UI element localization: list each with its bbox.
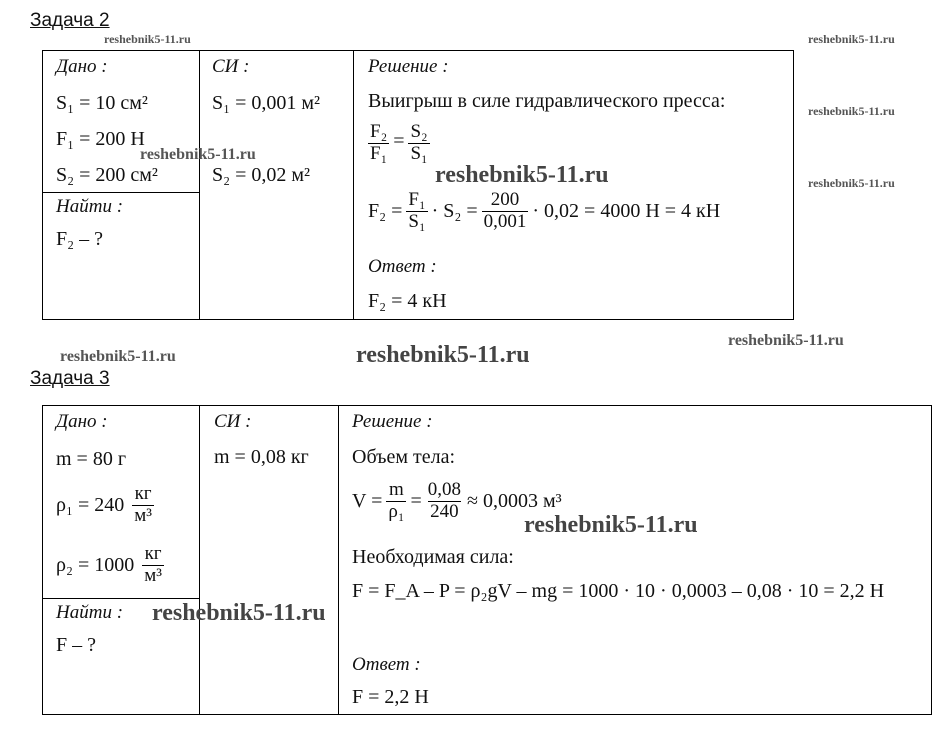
find-item: F₂ – ? [56, 228, 103, 250]
equation-volume: V = $\frac{m}{\text{ρ₁}}$ = $\frac{0,08}{240}$ ≈ 0,0003 м³ [352, 479, 562, 522]
table-divider [199, 405, 200, 714]
watermark: reshebnik5-11.ru [140, 146, 256, 163]
given-header: Дано : [56, 56, 108, 77]
watermark: reshebnik5-11.ru [60, 348, 176, 365]
watermark: reshebnik5-11.ru [808, 104, 895, 118]
table-divider [42, 192, 200, 193]
table-divider [353, 50, 354, 319]
given-item: m = 80 г [56, 448, 127, 470]
solution-text: Выигрыш в силе гидравлического пресса: [368, 90, 726, 112]
equation-force: F₂ = $\frac{\text{F₁}}{\text{S₁}}$ · S₂ = $\frac{200}{0,001}$ · 0,02 = 4000 Н = 4 кН [368, 189, 721, 232]
si-item: S₁ = 0,001 м² [212, 92, 321, 114]
solution-text: Необходимая сила: [352, 546, 514, 568]
answer-value: F₂ = 4 кН [368, 290, 447, 312]
equation-ratio: $\frac{\text{F₂}}{\text{F₁}}$ = $\frac{\text{S₂}}{\text{S₁}}$ [370, 121, 428, 164]
watermark: reshebnik5-11.ru [808, 32, 895, 46]
si-item: S₂ = 0,02 м² [212, 164, 311, 186]
equation-force: F = F_A – P = ρ₂gV – mg = 1000 · 10 · 0,0003 – 0,08 · 10 = 2,2 Н [352, 580, 885, 602]
task3-title: Задача 3 [30, 368, 110, 389]
answer-header: Ответ : [352, 654, 421, 675]
watermark: reshebnik5-11.ru [435, 162, 609, 188]
si-item: m = 0,08 кг [214, 446, 309, 468]
given-header: Дано : [56, 411, 108, 432]
find-header: Найти : [56, 602, 124, 623]
watermark: reshebnik5-11.ru [808, 176, 895, 190]
given-item: ρ₁ = 240 $\frac{кг}{\text{м³}}$ [56, 483, 152, 526]
solution-text: Объем тела: [352, 446, 456, 468]
watermark: reshebnik5-11.ru [104, 32, 191, 46]
find-header: Найти : [56, 196, 124, 217]
given-item: S₂ = 200 см² [56, 164, 158, 186]
watermark: reshebnik5-11.ru [356, 342, 530, 368]
watermark: reshebnik5-11.ru [524, 512, 698, 538]
solution-header: Решение : [352, 411, 433, 432]
watermark: reshebnik5-11.ru [152, 600, 326, 626]
si-header: СИ : [212, 56, 250, 77]
given-item: S₁ = 10 см² [56, 92, 148, 114]
find-item: F – ? [56, 634, 96, 656]
solution-header: Решение : [368, 56, 449, 77]
table-divider [338, 405, 339, 714]
answer-header: Ответ : [368, 256, 437, 277]
table-divider [199, 50, 200, 319]
given-item: ρ₂ = 1000 $\frac{кг}{\text{м³}}$ [56, 543, 162, 586]
table-divider [42, 598, 200, 599]
si-header: СИ : [214, 411, 252, 432]
watermark: reshebnik5-11.ru [728, 332, 844, 349]
task2-title: Задача 2 [30, 10, 110, 31]
answer-value: F = 2,2 Н [352, 686, 429, 708]
given-item: F₁ = 200 Н [56, 128, 145, 150]
